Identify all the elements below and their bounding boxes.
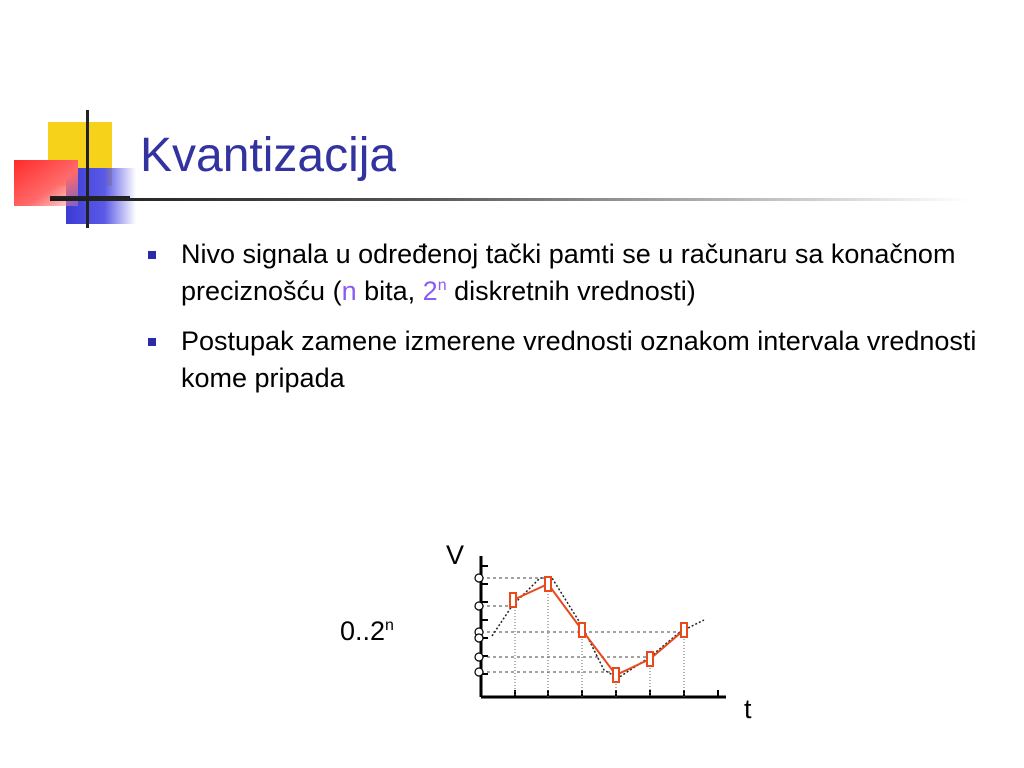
sample-marker <box>545 577 551 591</box>
level-circle <box>475 653 483 661</box>
bits-variable: n <box>341 276 357 306</box>
sample-marker <box>613 668 619 682</box>
bullet-text-part: diskretnih vrednosti) <box>446 276 696 306</box>
power-base: 2 <box>422 276 438 306</box>
y-axis-label: V <box>446 540 465 570</box>
bullet-text: Postupak zamene izmerene vrednosti oznakom intervala vrednosti kome pripada <box>181 326 977 393</box>
sample-marker <box>579 623 585 637</box>
level-circle <box>475 668 483 676</box>
level-circle <box>475 634 483 642</box>
sample-marker <box>681 623 687 637</box>
level-circle <box>475 602 483 610</box>
range-label-exponent: n <box>385 617 394 634</box>
sample-lines <box>515 582 684 697</box>
analog-signal-curve <box>492 578 704 678</box>
bullet-text-part: Nivo signala u određenoj tački pamti se u računaru sa konačnom preciznošću ( <box>181 239 956 306</box>
slide-title: Kvantizacija <box>140 129 397 182</box>
quantized-signal-line <box>513 584 684 675</box>
range-label-base: 0..2 <box>340 616 386 646</box>
power-exponent: n <box>437 277 447 294</box>
x-axis-label: t <box>744 694 752 724</box>
bullet-text-part: bita, <box>356 276 423 306</box>
sample-marker <box>647 652 653 666</box>
level-circle <box>475 574 483 582</box>
sample-marker <box>510 593 516 607</box>
sample-markers <box>510 577 687 682</box>
